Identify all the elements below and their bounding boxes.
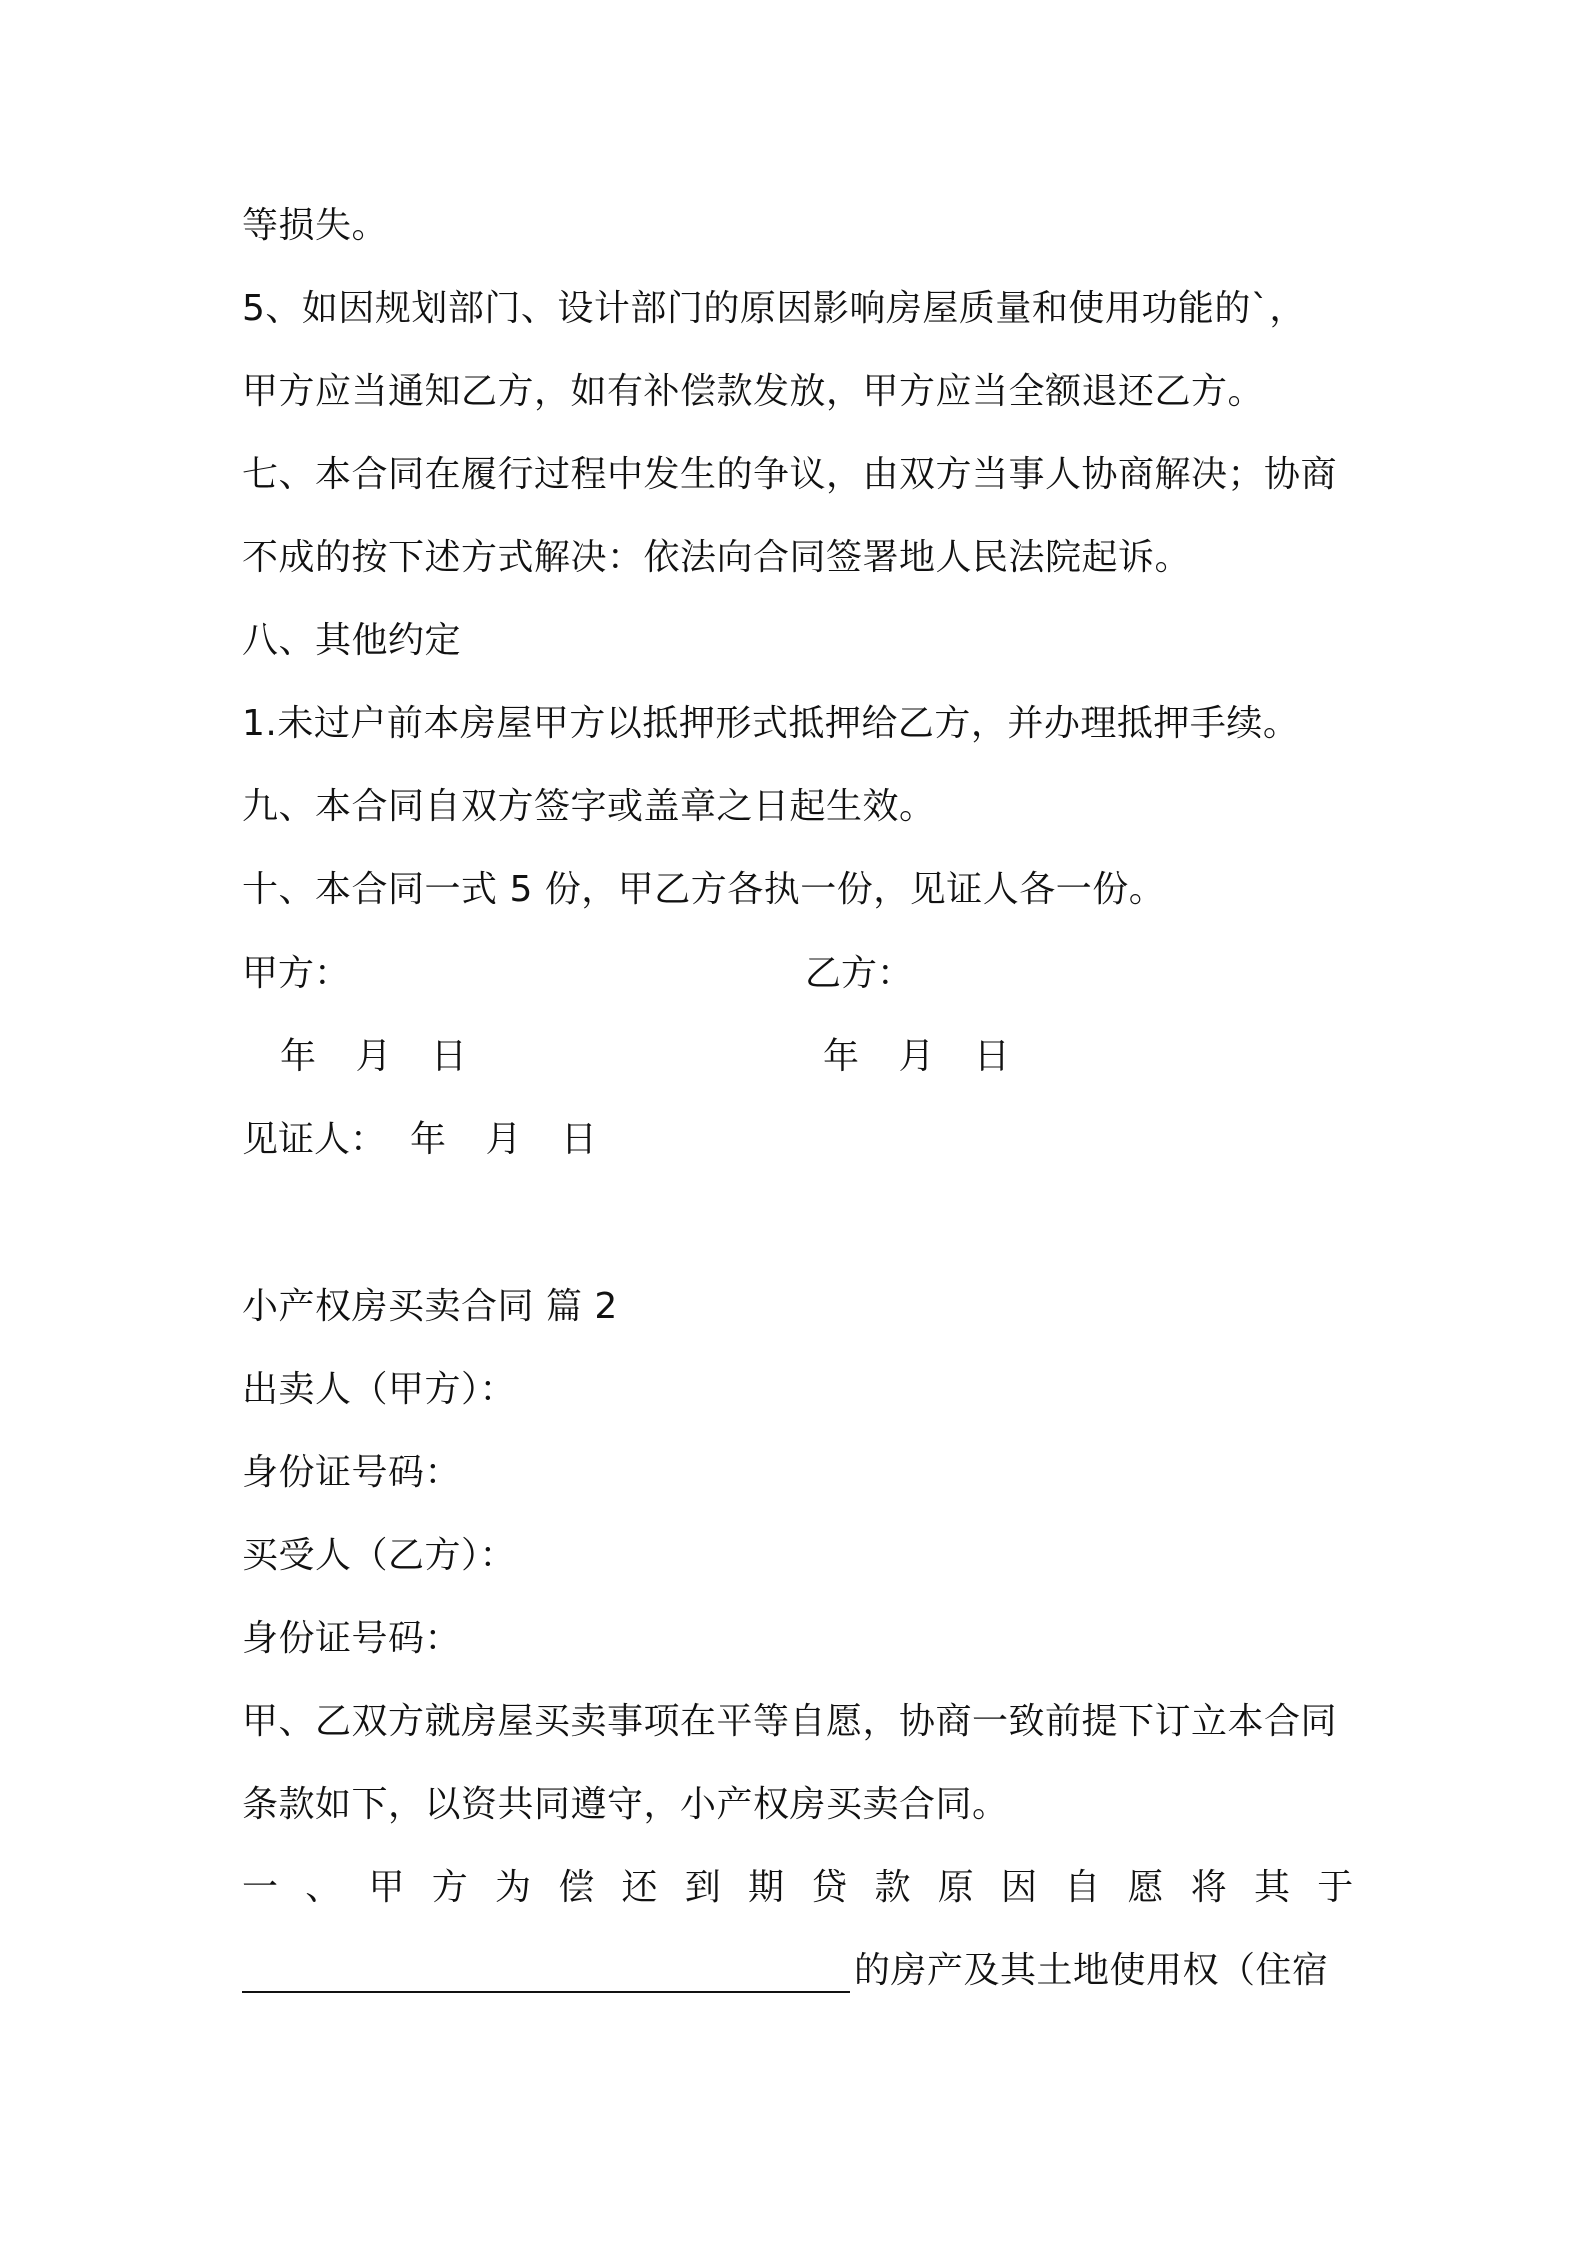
clause1-char: 偿 [558,1867,595,1908]
section2-title: 小产权房买卖合同 篇 2 [242,1286,618,1327]
party-b-date: 年 月 日 [823,1036,1024,1077]
clause1-char: 因 [1001,1867,1038,1908]
clause1-char: 其 [1254,1867,1291,1908]
text-line-loss: 等损失。 [242,205,389,246]
text-line-clause-7-cont: 不成的按下述方式解决：依法向合同签署地人民法院起诉。 [242,537,1192,578]
text-line-clause-5-cont: 甲方应当通知乙方，如有补偿款发放，甲方应当全额退还乙方。 [242,371,1265,412]
clause1-line-1 [242,1866,1354,1910]
clause1-char: 为 [495,1867,532,1908]
clause1-char: 于 [1317,1867,1354,1908]
witness-date: 年 月 日 [410,1119,611,1160]
clause1-tail: 的房产及其土地使用权（住宿 [854,1950,1329,1991]
text-line-clause-9: 九、本合同自双方签字或盖章之日起生效。 [242,786,936,827]
clause1-char: 到 [684,1867,722,1908]
seller-id-label: 身份证号码： [242,1452,462,1493]
intro-line-1: 甲、乙双方就房屋买卖事项在平等自愿，协商一致前提下订立本合同 [242,1701,1338,1742]
text-line-clause-5: 5、如因规划部门、设计部门的原因影响房屋质量和使用功能的`， [242,288,1306,329]
party-a-label: 甲方： [242,953,351,994]
clause1-char: 一 [242,1867,279,1908]
clause1-char: 期 [748,1867,785,1908]
fill-in-blank [242,1951,850,1993]
witness-label: 见证人： [242,1119,387,1160]
party-a-date: 年 月 日 [280,1036,481,1077]
text-line-clause-7: 七、本合同在履行过程中发生的争议，由双方当事人协商解决；协商 [242,454,1338,495]
seller-label: 出卖人（甲方）： [242,1369,517,1410]
buyer-label: 买受人（乙方）： [242,1535,517,1576]
clause1-char: 愿 [1127,1867,1165,1908]
intro-line-2: 条款如下，以资共同遵守，小产权房买卖合同。 [242,1784,1009,1825]
clause1-char: 原 [937,1867,975,1908]
party-b-label: 乙方： [805,953,914,994]
text-line-clause-8-item1: 1.未过户前本房屋甲方以抵押形式抵押给乙方，并办理抵押手续。 [242,703,1300,744]
buyer-id-label: 身份证号码： [242,1618,462,1659]
clause1-char: 贷 [811,1867,848,1908]
clause1-char: 、 [305,1867,342,1908]
clause1-char: 方 [431,1867,469,1908]
clause1-char: 款 [874,1867,912,1908]
clause1-char: 还 [621,1867,659,1908]
clause1-char: 将 [1190,1867,1228,1908]
text-line-clause-8-heading: 八、其他约定 [242,620,462,661]
clause1-char: 自 [1064,1867,1101,1908]
text-line-clause-10: 十、本合同一式 5 份，甲乙方各执一份，见证人各一份。 [242,869,1166,910]
clause1-char: 甲 [368,1867,406,1908]
clause1-line-2 [242,1949,1329,1993]
